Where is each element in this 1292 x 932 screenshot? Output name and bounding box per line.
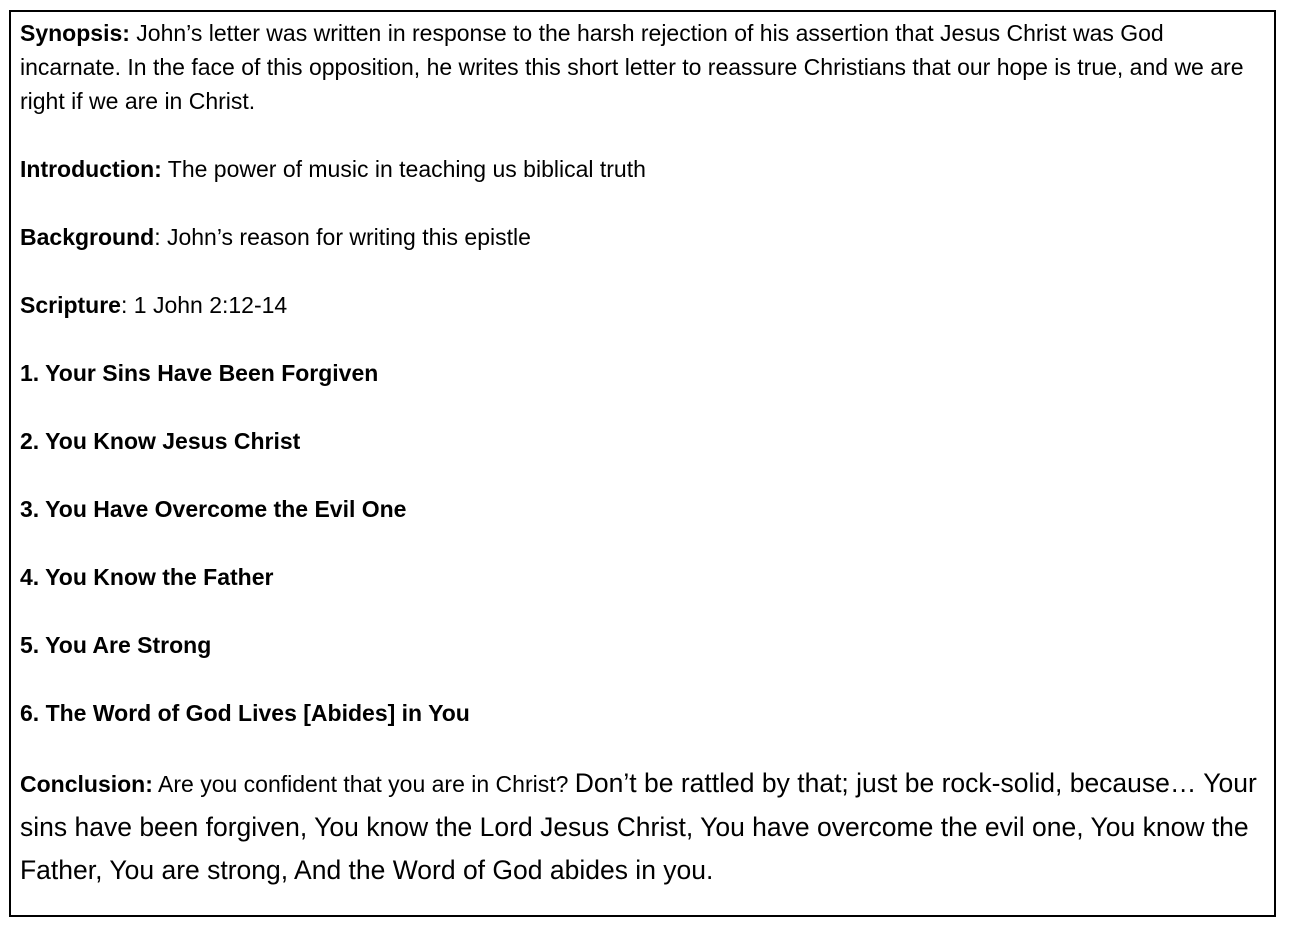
background-paragraph	[20, 220, 1270, 254]
spacer	[20, 526, 1270, 560]
background-label: Background	[20, 224, 155, 250]
background-text: : John’s reason for writing this epistle	[154, 224, 531, 250]
point-heading-6: 6. The Word of God Lives [Abides] in You	[20, 700, 470, 726]
spacer	[20, 254, 1270, 288]
synopsis-text: John’s letter was written in response to the harsh rejection of his assertion that Jesus Christ was God incarnate. In the face of this opposition, he writes this short letter to reassure Christians that our hope is true, and we are right if we are in Christ.	[20, 20, 1244, 114]
spacer	[20, 322, 1270, 356]
conclusion-label: Conclusion:	[20, 771, 153, 797]
spacer	[20, 390, 1270, 424]
scripture-paragraph	[20, 288, 1270, 322]
spacer	[20, 662, 1270, 696]
point-heading-1: 1. Your Sins Have Been Forgiven	[20, 360, 379, 386]
spacer	[20, 594, 1270, 628]
conclusion-paragraph	[20, 764, 1270, 895]
scripture-text: : 1 John 2:12-14	[120, 292, 288, 318]
spacer	[20, 118, 1270, 152]
point-heading-5: 5. You Are Strong	[20, 632, 212, 658]
introduction-text: The power of music in teaching us biblical truth	[161, 156, 646, 182]
point-heading-4: 4. You Know the Father	[20, 564, 274, 590]
sermon-outline	[20, 16, 1270, 895]
conclusion-text: Don’t be rattled by that; just be rock-solid, because… Your sins have been forgiven, You know the Lord Jesus Christ, You have overcome the evil one, You know the Father, You are strong, And the Word of God abides in you.	[20, 768, 1257, 885]
synopsis-paragraph	[20, 16, 1270, 118]
point-heading-2: 2. You Know Jesus Christ	[20, 428, 301, 454]
point-heading-3: 3. You Have Overcome the Evil One	[20, 496, 407, 522]
synopsis-label: Synopsis:	[20, 20, 130, 46]
scripture-label: Scripture	[20, 292, 121, 318]
spacer	[20, 458, 1270, 492]
conclusion-question: Are you confident that you are in Christ?	[152, 771, 575, 797]
introduction-label: Introduction:	[20, 156, 162, 182]
spacer	[20, 730, 1270, 764]
spacer	[20, 186, 1270, 220]
introduction-paragraph	[20, 152, 1270, 186]
